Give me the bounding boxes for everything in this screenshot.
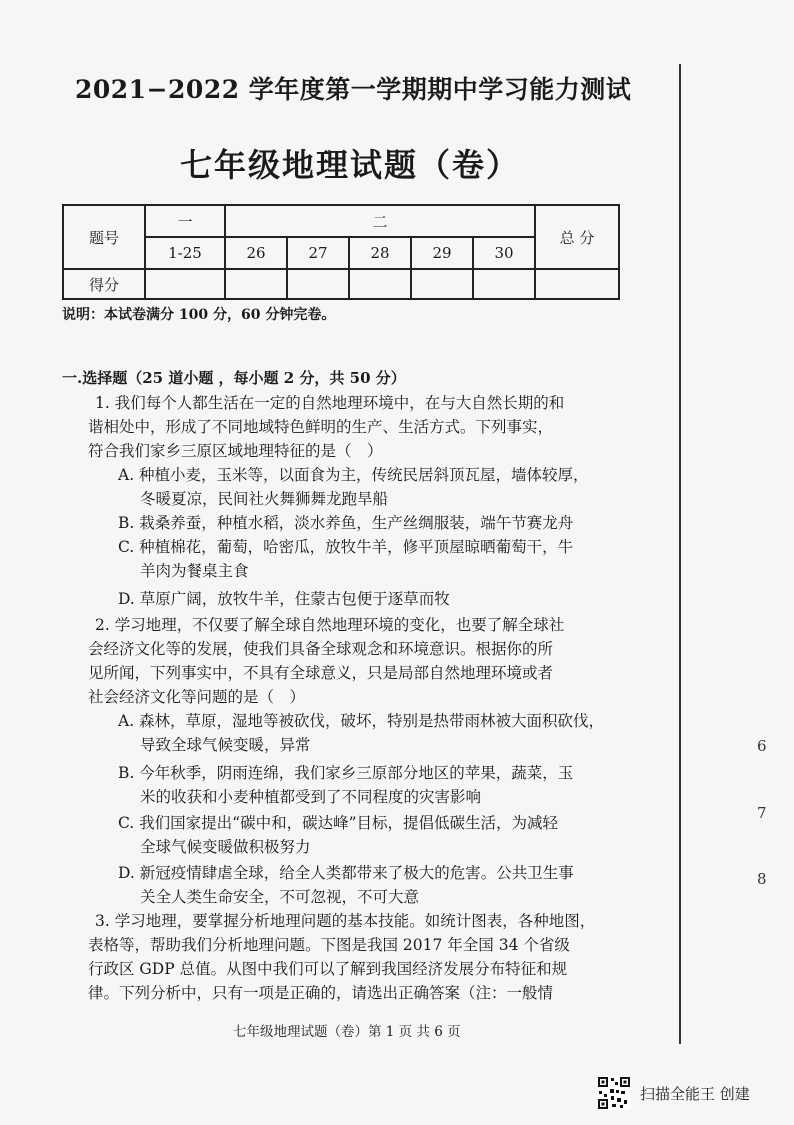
edge-mark: 6	[757, 737, 767, 755]
edge-mark: 8	[757, 870, 767, 888]
question-1-stem: 谐相处中，形成了不同地域特色鲜明的生产、生活方式。下列事实，	[88, 418, 554, 436]
question-3-stem: 3. 学习地理，要掌握分析地理问题的基本技能。如统计图表，各种地图，	[95, 912, 596, 930]
binding-line	[679, 64, 681, 1044]
score-cell	[225, 269, 287, 299]
question-2-option-d: 关全人类生命安全，不可忽视，不可大意	[140, 888, 420, 906]
instructions-note: 说明：本试卷满分 100 分，60 分钟完卷。	[62, 307, 336, 323]
col-header: 26	[225, 237, 287, 269]
question-1-option-b: B. 栽桑养蚕，种植水稻，淡水养鱼，生产丝绸服装，端午节赛龙舟	[118, 514, 574, 532]
question-2-option-c: 全球气候变暖做积极努力	[140, 838, 311, 856]
question-1-stem: 1. 我们每个人都生活在一定的自然地理环境中，在与大自然长期的和	[95, 394, 565, 412]
question-2-stem: 2. 学习地理，不仅要了解全球自然地理环境的变化，也要了解全球社	[95, 616, 565, 634]
question-3-stem: 律。下列分析中，只有一项是正确的，请选出正确答案（注：一般情	[88, 984, 554, 1002]
question-2-option-d: D. 新冠疫情肆虐全球，给全人类都带来了极大的危害。公共卫生事	[118, 864, 574, 882]
question-1-option-c: 羊肉为餐桌主食	[140, 562, 249, 580]
question-2-option-b: B. 今年秋季，阴雨连绵，我们家乡三原部分地区的苹果，蔬菜，玉	[118, 764, 574, 782]
col-header: 30	[473, 237, 535, 269]
col-header: 1-25	[145, 237, 225, 269]
question-1-stem: 符合我们家乡三原区域地理特征的是（ ）	[88, 442, 383, 460]
question-3-stem: 表格等，帮助我们分析地理问题。下图是我国 2017 年全国 34 个省级	[88, 936, 570, 954]
question-number-label: 题号	[63, 205, 145, 269]
question-3-stem: 行政区 GDP 总值。从图中我们可以了解到我国经济发展分布特征和规	[88, 960, 568, 978]
question-2-option-a: A. 森林，草原，湿地等被砍伐，破坏，特别是热带雨林被大面积砍伐，	[118, 712, 605, 730]
question-2-option-a: 导致全球气候变暖，异常	[140, 736, 311, 754]
score-cell	[535, 269, 619, 299]
section-heading: 一.选择题（25 道小题 ，每小题 2 分，共 50 分）	[62, 369, 406, 387]
score-cell	[145, 269, 225, 299]
paper-title: 七年级地理试题（卷）	[180, 146, 521, 184]
part-two-header: 二	[225, 205, 535, 237]
question-2-stem: 社会经济文化等问题的是（ ）	[88, 688, 306, 706]
score-cell	[287, 269, 349, 299]
col-header: 28	[349, 237, 411, 269]
question-2-option-c: C. 我们国家提出“碳中和，碳达峰”目标，提倡低碳生活，为减轻	[118, 814, 559, 832]
question-2-stem: 会经济文化等的发展，使我们具备全球观念和环境意识。根据你的所	[88, 640, 554, 658]
part-one-header: 一	[145, 205, 225, 237]
score-row-label: 得分	[63, 269, 145, 299]
score-cell	[473, 269, 535, 299]
question-2-stem: 见所闻，下列事实中，不具有全球意义，只是局部自然地理环境或者	[88, 664, 554, 682]
question-1-option-a: A. 种植小麦，玉米等，以面食为主，传统民居斜顶瓦屋，墙体较厚，	[118, 466, 589, 484]
total-score-header: 总 分	[535, 205, 619, 269]
score-cell	[411, 269, 473, 299]
question-2-option-b: 米的收获和小麦种植都受到了不同程度的灾害影响	[140, 788, 482, 806]
page-footer: 七年级地理试题（卷）第 1 页 共 6 页	[233, 1024, 461, 1040]
question-1-option-a: 冬暖夏凉，民间社火舞狮舞龙跑旱船	[140, 490, 389, 508]
scanner-watermark: 扫描全能王 创建	[640, 1085, 750, 1103]
score-table	[62, 204, 620, 300]
edge-mark: 7	[757, 804, 767, 822]
question-1-option-d: D. 草原广阔，放牧牛羊，住蒙古包便于逐草而牧	[118, 590, 450, 608]
question-1-option-c: C. 种植棉花，葡萄，哈密瓜，放牧牛羊，修平顶屋晾晒葡萄干，牛	[118, 538, 574, 556]
qr-code-icon	[597, 1076, 631, 1110]
col-header: 27	[287, 237, 349, 269]
exam-title: 2021−2022 学年度第一学期期中学习能力测试	[75, 75, 632, 104]
score-cell	[349, 269, 411, 299]
col-header: 29	[411, 237, 473, 269]
